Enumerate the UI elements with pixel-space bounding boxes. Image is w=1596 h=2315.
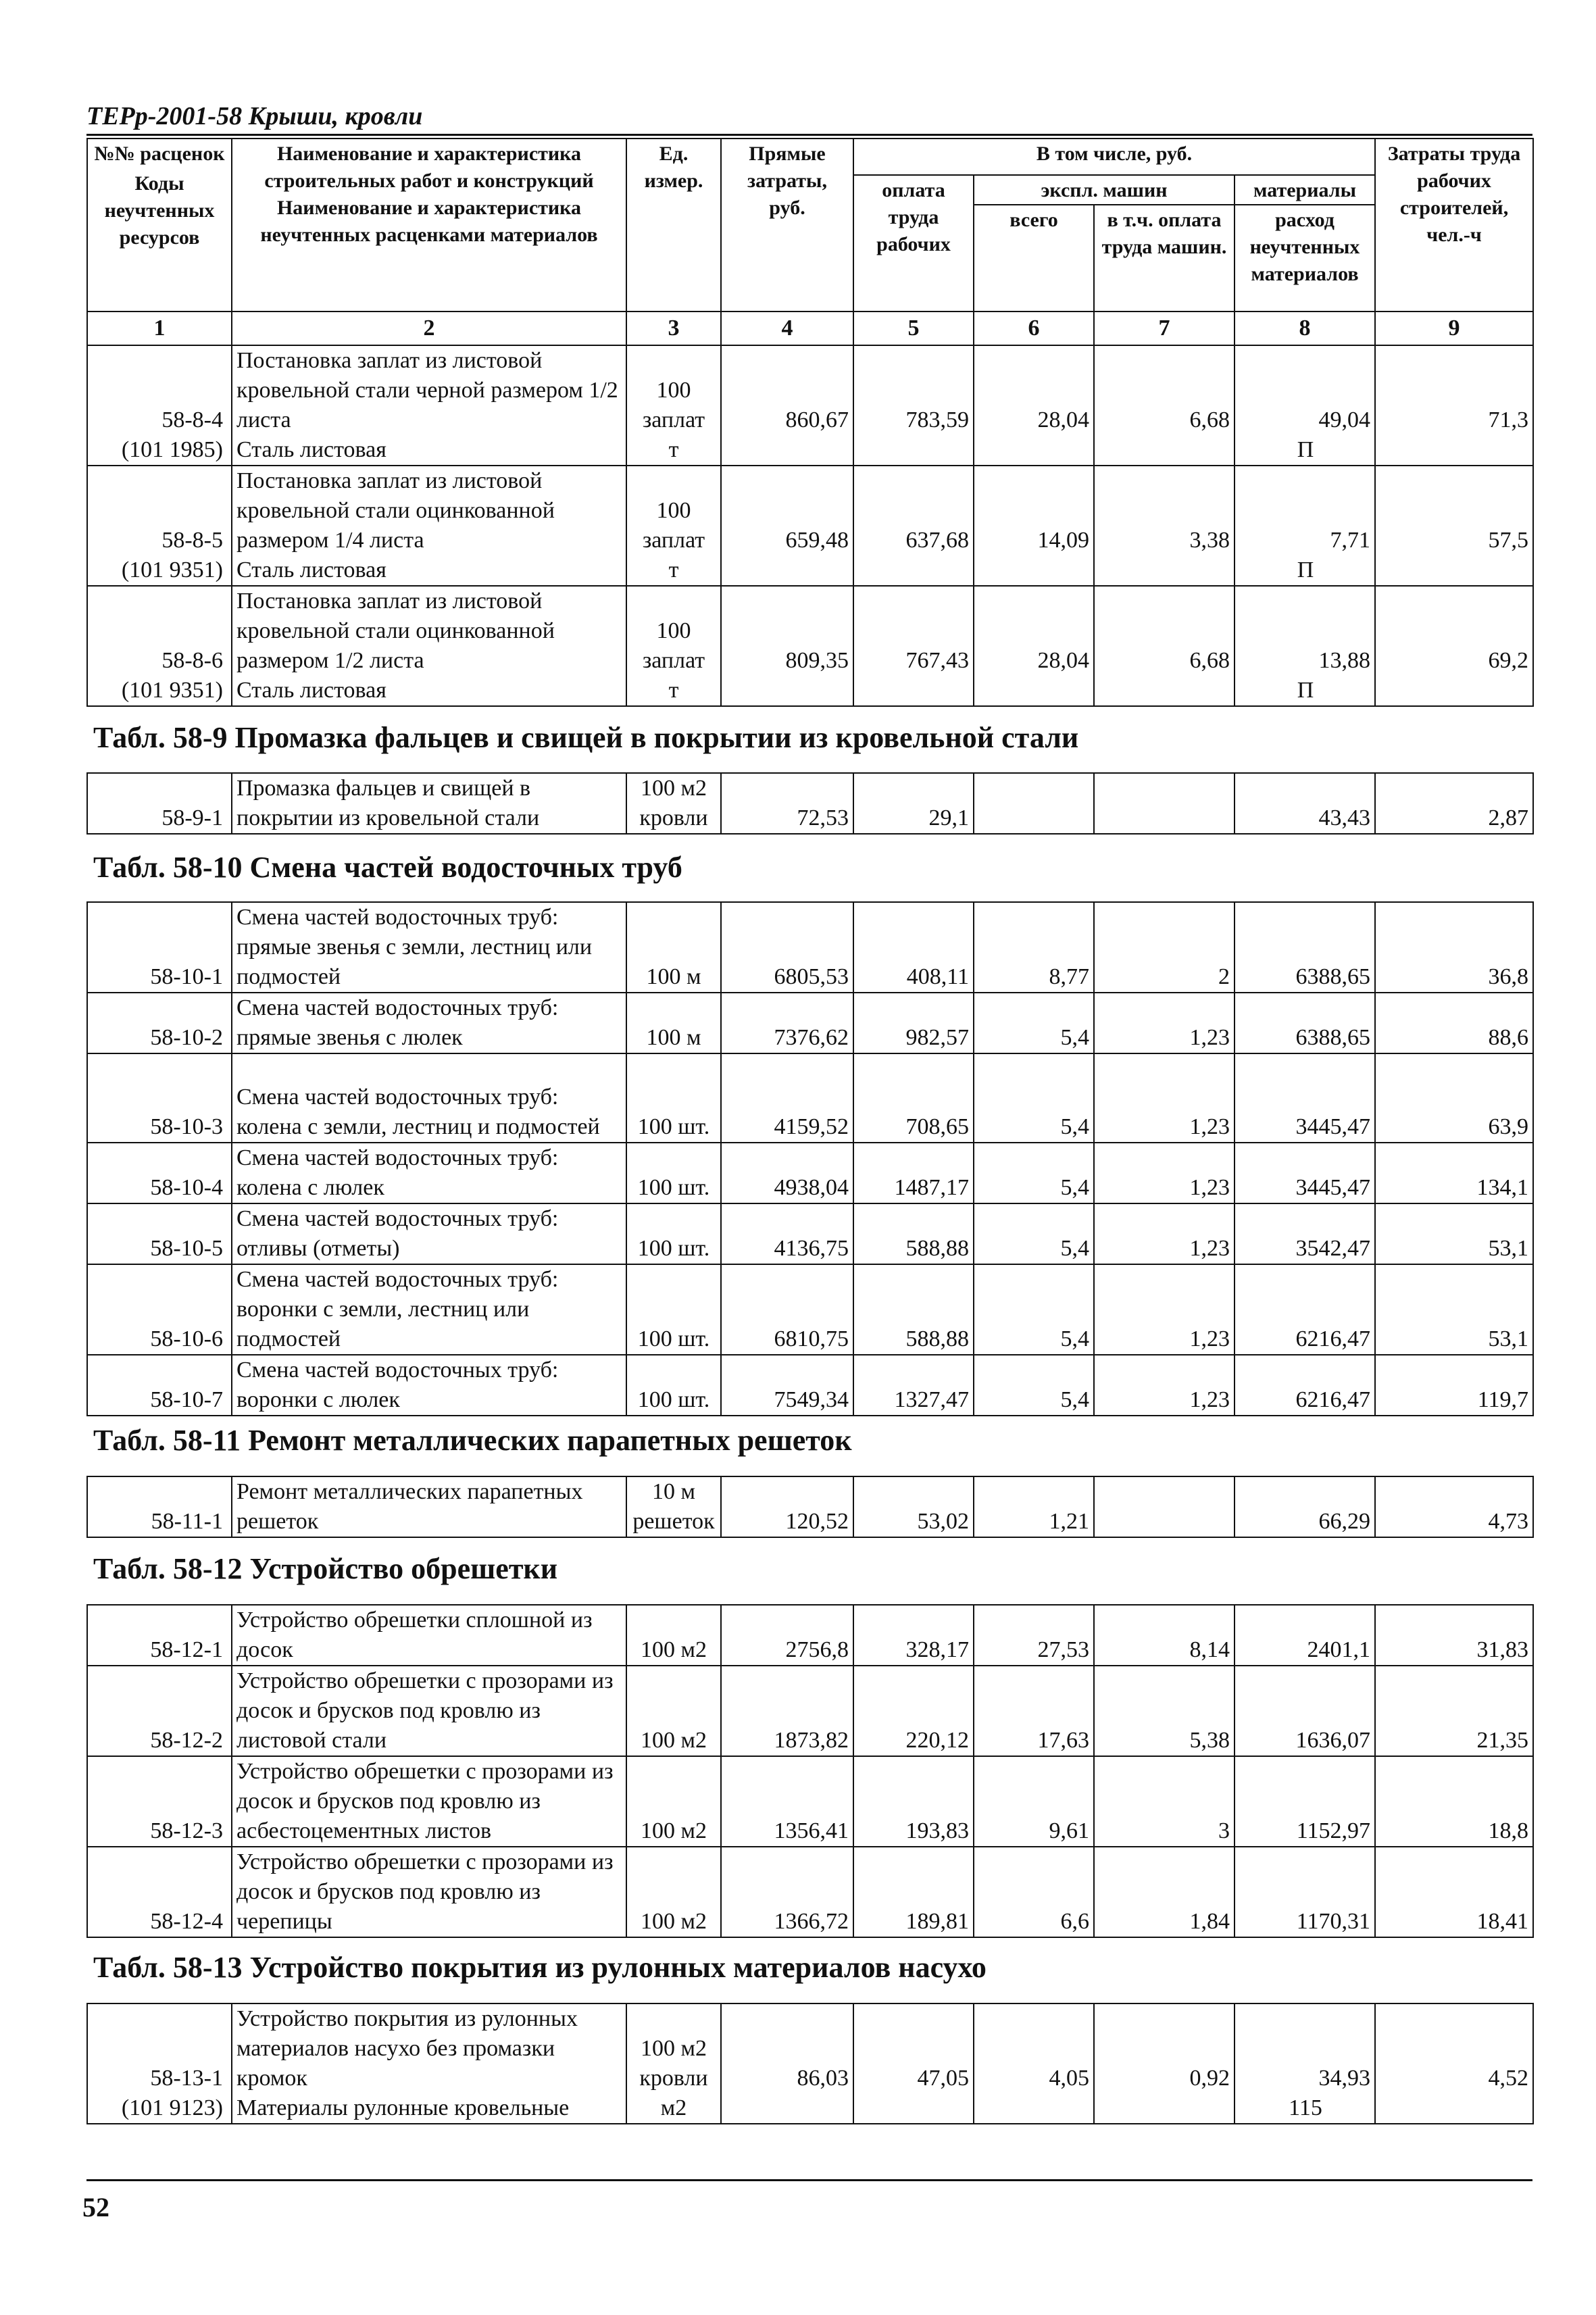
col-num: 6 [974, 312, 1094, 345]
rates-table-58-11 [86, 1476, 1534, 1538]
header-machines: экспл. машин [974, 175, 1235, 205]
header-rule [86, 134, 1532, 136]
table-row: 58-10-6 Смена частей водосточных труб: воронки с земли, лестниц или подмостей 100 шт. 6810,75 588,88 5,4 1,23 6216,47 53,1 [87, 1264, 1533, 1355]
table-row: 58-8-4 (101 1985) Постановка заплат из листовой кровельной стали черной размером 1/2 листа Сталь листовая 100 заплат т 860,67 783,59 28,04 6,68 49,04 П 71,3 [87, 345, 1533, 466]
rates-table-58-9 [86, 772, 1534, 835]
col-num: 3 [626, 312, 721, 345]
table-row: 58-12-2 Устройство обрешетки с прозорами из досок и брусков под кровлю из листовой стали 100 м2 1873,82 220,12 17,63 5,38 1636,07 21,35 [87, 1666, 1533, 1756]
footer-rule [86, 2179, 1532, 2181]
table-row: 58-10-7 Смена частей водосточных труб: воронки с люлек 100 шт. 7549,34 1327,47 5,4 1,23 6216,47 119,7 [87, 1355, 1533, 1416]
col-num: 1 [87, 312, 232, 345]
header-materials-sub: расход неучтенных материалов [1235, 205, 1375, 312]
rates-table-58-10 [86, 901, 1534, 1416]
table-row: 58-12-1 Устройство обрешетки сплошной из досок 100 м2 2756,8 328,17 27,53 8,14 2401,1 31,83 [87, 1605, 1533, 1666]
table-row: 58-10-5 Смена частей водосточных труб: отливы (отметы) 100 шт. 4136,75 588,88 5,4 1,23 3542,47 53,1 [87, 1203, 1533, 1264]
header-code: №№ расценок Коды неучтенных ресурсов [87, 139, 232, 312]
header-name: Наименование и характеристика строительных работ и конструкций Наименование и характеристика неучтенных расценками материалов [232, 139, 626, 312]
section-title: Табл. 58-10 Смена частей водосточных труб [93, 851, 682, 884]
table-row: 58-13-1 (101 9123) Устройство покрытия из рулонных материалов насухо без промазки кромок Материалы рулонные кровельные 100 м2 кровли м2 86,03 47,05 4,05 0,92 34,93 115 4,52 [87, 2003, 1533, 2124]
header-labor: оплата труда рабочих [853, 175, 974, 312]
table-row: 58-10-4 Смена частей водосточных труб: колена с люлек 100 шт. 4938,04 1487,17 5,4 1,23 3445,47 134,1 [87, 1143, 1533, 1203]
table-row: 58-10-1 Смена частей водосточных труб: прямые звенья с земли, лестниц или подмостей 100 м 6805,53 408,11 8,77 2 6388,65 36,8 [87, 902, 1533, 993]
col-num: 2 [232, 312, 626, 345]
col-num: 9 [1375, 312, 1533, 345]
table-row: 58-12-3 Устройство обрешетки с прозорами из досок и брусков под кровлю из асбестоцементных листов 100 м2 1356,41 193,83 9,61 3 1152,97 18,8 [87, 1756, 1533, 1847]
header-direct: Прямые затраты, руб. [721, 139, 853, 312]
section-title: Табл. 58-9 Промазка фальцев и свищей в покрытии из кровельной стали [93, 721, 1079, 754]
table-row: 58-11-1 Ремонт металлических парапетных решеток 10 м решеток 120,52 53,02 1,21 66,29 4,73 [87, 1476, 1533, 1537]
section-title: Табл. 58-13 Устройство покрытия из рулонных материалов насухо [93, 1951, 987, 1984]
table-row: 58-8-6 (101 9351) Постановка заплат из листовой кровельной стали оцинкованной размером 1/2 листа Сталь листовая 100 заплат т 809,35 767,43 28,04 6,68 13,88 П 69,2 [87, 586, 1533, 706]
rates-table-58-8 [86, 138, 1534, 707]
table-row: 58-10-2 Смена частей водосточных труб: прямые звенья с люлек 100 м 7376,62 982,57 5,4 1,23 6388,65 88,6 [87, 993, 1533, 1053]
page-number: 52 [82, 2192, 109, 2222]
header-group: В том числе, руб. [853, 139, 1375, 175]
header-materials: материалы [1235, 175, 1375, 205]
col-num: 5 [853, 312, 974, 345]
col-num: 7 [1094, 312, 1235, 345]
col-num: 4 [721, 312, 853, 345]
section-title: Табл. 58-12 Устройство обрешетки [93, 1552, 558, 1585]
rates-table-58-12 [86, 1604, 1534, 1938]
col-num: 8 [1235, 312, 1375, 345]
rates-table-58-13 [86, 2003, 1534, 2124]
header-machines-incl: в т.ч. оплата труда машин. [1094, 205, 1235, 312]
table-row: 58-9-1 Промазка фальцев и свищей в покрытии из кровельной стали 100 м2 кровли 72,53 29,1 43,43 2,87 [87, 773, 1533, 834]
table-row: 58-12-4 Устройство обрешетки с прозорами из досок и брусков под кровлю из черепицы 100 м2 1366,72 189,81 6,6 1,84 1170,31 18,41 [87, 1847, 1533, 1937]
header-machines-total: всего [974, 205, 1094, 312]
header-labor-hours: Затраты труда рабочих строителей, чел.-ч [1375, 139, 1533, 312]
running-head: ТЕРр-2001-58 Крыши, кровли [86, 102, 423, 130]
section-title: Табл. 58-11 Ремонт металлических парапетных решеток [93, 1424, 852, 1457]
table-row: 58-10-3 Смена частей водосточных труб: колена с земли, лестниц и подмостей 100 шт. 4159,52 708,65 5,4 1,23 3445,47 63,9 [87, 1053, 1533, 1143]
header-unit: Ед. измер. [626, 139, 721, 312]
table-row: 58-8-5 (101 9351) Постановка заплат из листовой кровельной стали оцинкованной размером 1/4 листа Сталь листовая 100 заплат т 659,48 637,68 14,09 3,38 7,71 П 57,5 [87, 466, 1533, 586]
